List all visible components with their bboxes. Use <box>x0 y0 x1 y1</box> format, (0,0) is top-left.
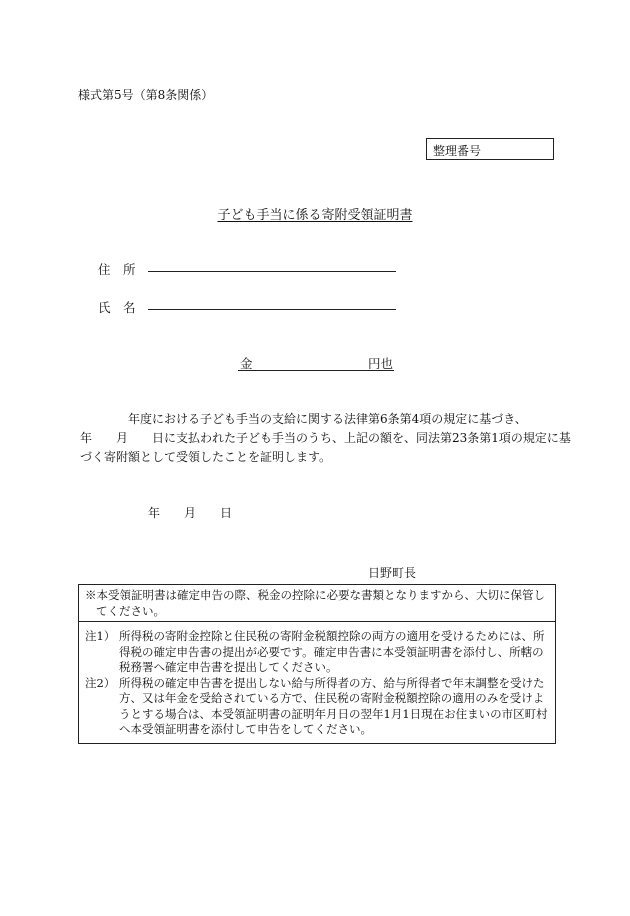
body-line: 年 月 日に支払われた子ども手当のうち、上記の額を、同法第23条第1項の規定に基 <box>80 431 571 445</box>
address-line <box>148 271 396 272</box>
reference-number-box <box>426 138 554 160</box>
issuer-name: 日野町長 <box>368 566 417 580</box>
note-line: 所得税の寄附金控除と住民税の寄附金税額控除の両方の適用を受けるためには、所 <box>119 629 545 643</box>
date-day: 日 <box>220 506 233 520</box>
notice-box <box>78 584 556 744</box>
date-month: 月 <box>184 506 197 520</box>
name-label: 氏 名 <box>98 300 136 315</box>
notice-text <box>85 587 551 619</box>
document-title <box>0 204 630 223</box>
certification-paragraph <box>80 410 571 467</box>
note-item <box>85 676 551 738</box>
address-label: 住 所 <box>98 262 136 277</box>
note-line: 所得税の確定申告書を提出しない給与所得者の方、給与所得者で年末調整を受けた <box>119 675 545 690</box>
note-line: うとする場合は、本受領証明書の証明年月日の翌年1月1日現在お住まいの市区町村 <box>119 706 548 721</box>
amount-prefix: 金 <box>240 356 253 371</box>
note-body <box>119 676 551 738</box>
note-line: 方、又は年金を受給されている方で、住民税の寄附金税額控除の適用のみを受けよ <box>119 691 545 705</box>
note-item <box>85 629 551 676</box>
reference-number-label: 整理番号 <box>433 144 482 158</box>
document-title-text: 子ども手当に係る寄附受領証明書 <box>217 208 413 223</box>
notes-list <box>85 629 551 738</box>
note-line: 得税の確定申告書の提出が必要です。確定申告書に本受領証明書を添付し、所轄の <box>119 644 544 659</box>
form-number: 様式第5号（第8条関係） <box>78 88 214 102</box>
body-line: づく寄附額として受領したことを証明します。 <box>80 450 332 464</box>
note-label: 注2） <box>85 675 116 690</box>
note-line: へ本受領証明書を添付して申告をしてください。 <box>119 722 372 736</box>
notice-line: ※本受領証明書は確定申告の際、税金の控除に必要な書類となりますから、大切に保管し <box>85 588 545 602</box>
note-body <box>119 629 551 676</box>
amount-underline <box>238 370 394 371</box>
name-line <box>148 309 396 310</box>
notice-line: てください。 <box>96 604 165 618</box>
note-label: 注1） <box>85 629 116 643</box>
body-line: 年度における子ども手当の支給に関する法律第6条第4項の規定に基づき、 <box>128 412 527 426</box>
amount-suffix: 円也 <box>368 356 394 371</box>
notice-divider <box>79 621 555 622</box>
date-year: 年 <box>148 506 161 520</box>
note-line: 税務署へ確定申告書を提出してください。 <box>119 660 338 674</box>
